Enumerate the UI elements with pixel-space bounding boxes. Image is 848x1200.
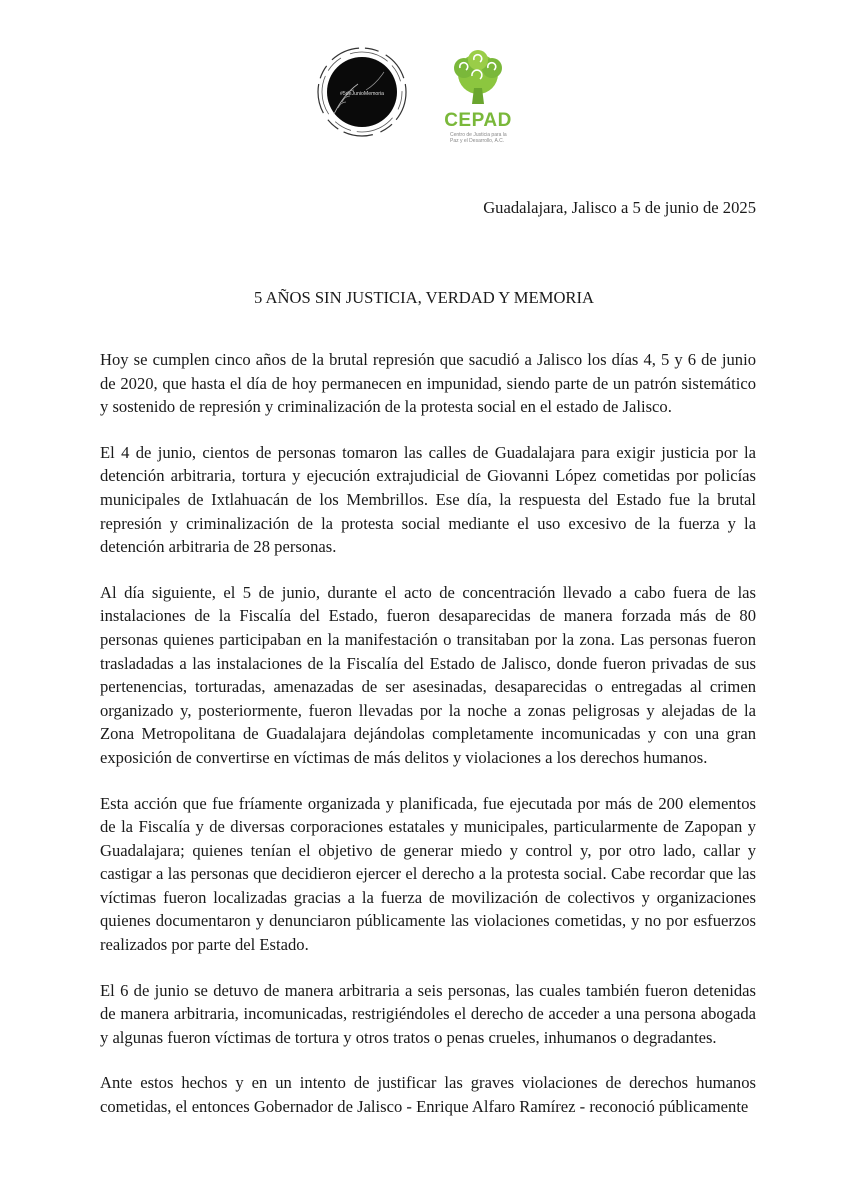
- paragraph: Al día siguiente, el 5 de junio, durante el acto de concentración llevado a cabo fuera de las instalaciones de la Fiscalía del Estado, fueron desaparecidas de manera forzada más de 80 personas quienes participaban en la manifestación o transitaban por la zona. Las personas fueron trasladadas a las instalaciones de la Fiscalía del Estado de Jalisco, donde fueron privadas de sus pertenencias, torturadas, amenazadas de ser asesinadas, desaparecidas o entregadas al crimen organizado y, posteriormente, fueron llevadas por la noche a zonas peligrosas y alejadas de la Zona Metropolitana de Guadalajara dejándolas completamente incomunicadas y con una gran exposición de convertirse en víctimas de más delitos y violaciones a los derechos humanos.: [100, 582, 756, 767]
- cepad-name: CEPAD: [444, 110, 512, 131]
- memoria-logo: [314, 44, 410, 140]
- document-date: Guadalajara, Jalisco a 5 de junio de 2025: [483, 198, 756, 217]
- cepad-subtitle: Centro de Justicia para la Paz y el Desarrollo, A.C.: [450, 132, 507, 144]
- document-title: 5 AÑOS SIN JUSTICIA, VERDAD Y MEMORIA: [253, 288, 595, 307]
- paragraph: Esta acción que fue fríamente organizada y planificada, fue ejecutada por más de 200 elementos de la Fiscalía y de diversas corporaciones estatales y municipales, particularmente de Zapopan y Guadalajara; quienes tenían el objetivo de generar miedo y control y, por otro lado, callar y castigar a las personas que decidieron ejercer el derecho a la protesta social. Cabe recordar que las víctimas fueron localizadas gracias a la fuerza de movilización de colectivos y organizaciones quienes documentaron y denunciaron públicamente las violaciones cometidas, y no por esfuerzos realizados por parte del Estado.: [100, 793, 756, 955]
- memoria-logo-text: #5deJunioMemoria: [339, 91, 385, 97]
- paragraph: El 4 de junio, cientos de personas tomaron las calles de Guadalajara para exigir justicia por la detención arbitraria, tortura y ejecución extrajudicial de Giovanni López cometidas por policías municipales de Ixtlahuacán de los Membrillos. Ese día, la respuesta del Estado fue la brutal represión y criminalización de la protesta social mediante el uso excesivo de la fuerza y la detención arbitraria de 28 personas.: [100, 442, 756, 557]
- document-body: [100, 348, 756, 1141]
- paragraph: Hoy se cumplen cinco años de la brutal represión que sacudió a Jalisco los días 4, 5 y 6 de junio de 2020, que hasta el día de hoy permanecen en impunidad, siendo parte de un patrón sistemático y sostenido de represión y criminalización de la protesta social en el estado de Jalisco.: [100, 350, 756, 417]
- cepad-tree-icon: [438, 48, 518, 112]
- header-logos: [308, 44, 528, 154]
- cepad-logo: [438, 48, 518, 158]
- paragraph: Ante estos hechos y en un intento de justificar las graves violaciones de derechos humanos cometidas, el entonces Gobernador de Jalisco - Enrique Alfaro Ramírez - reconoció públicamente: [100, 1073, 756, 1117]
- paragraph: El 6 de junio se detuvo de manera arbitraria a seis personas, las cuales también fueron detenidas de manera arbitraria, incomunicadas, restrigiéndoles el derecho de acceder a una persona abogada y algunas fueron víctimas de tortura y otros tratos o penas crueles, inhumanos o degradantes.: [100, 980, 756, 1047]
